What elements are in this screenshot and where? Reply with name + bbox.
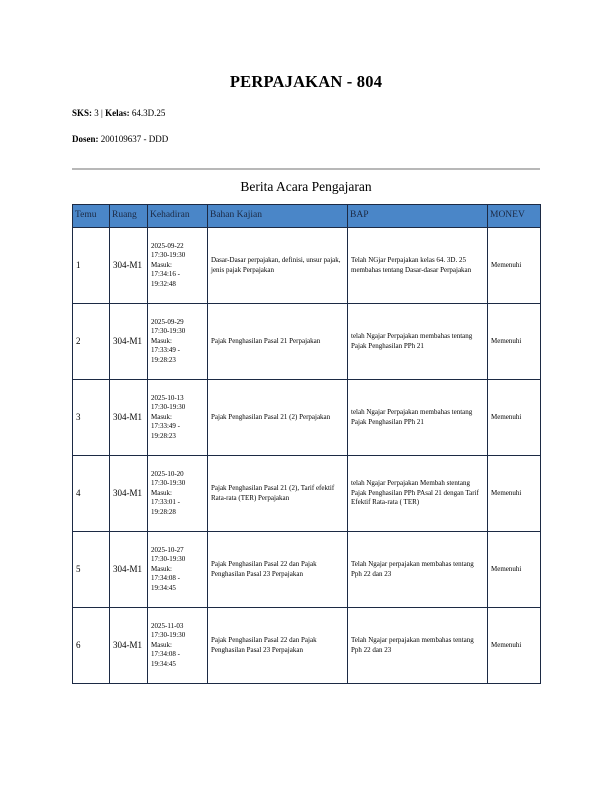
cell-bahan-kajian: Pajak Penghasilan Pasal 22 dan Pajak Penghasilan Pasal 23 Perpajakan: [208, 608, 348, 684]
kehadiran-line: 17:33:49 -: [151, 346, 180, 355]
cell-kehadiran: [148, 608, 208, 684]
cell-bap: telah Ngajar Perpajakan membahas tentang Pajak Penghasilan PPh 21: [348, 304, 488, 380]
cell-monev: Memenuhi: [488, 228, 541, 304]
kehadiran-line: 17:33:49 -: [151, 422, 180, 431]
sks-value: 3: [94, 108, 99, 118]
cell-monev: Memenuhi: [488, 304, 541, 380]
kehadiran-line: 19:28:28: [151, 507, 176, 516]
kehadiran-line: Masuk:: [151, 564, 172, 573]
table-header-row: [73, 205, 541, 228]
kehadiran-line: 2025-09-22: [151, 241, 184, 250]
cell-bap: telah Ngajar Perpajakan Membah stentang Pajak Penghasilan PPh PAsal 21 dengan Tarif Efektif Rata-rata ( TER): [348, 456, 488, 532]
section-title: Berita Acara Pengajaran: [240, 179, 372, 194]
kehadiran-line: Masuk:: [151, 412, 172, 421]
cell-kehadiran: [148, 532, 208, 608]
dosen-value: 200109637 - DDD: [100, 134, 169, 144]
cell-ruang: 304-M1: [110, 304, 148, 380]
kehadiran-line: 19:34:45: [151, 659, 176, 668]
kehadiran-line: 17:30-19:30: [151, 327, 186, 336]
kehadiran-line: 2025-10-20: [151, 469, 184, 478]
cell-bap: Telah Ngajar perpajakan membahas tentang Pph 22 dan 23: [348, 532, 488, 608]
kehadiran-line: 2025-09-29: [151, 317, 184, 326]
cell-monev: Memenuhi: [488, 608, 541, 684]
kehadiran-line: 19:34:45: [151, 583, 176, 592]
cell-ruang: 304-M1: [110, 608, 148, 684]
kehadiran-line: 17:34:16 -: [151, 270, 180, 279]
divider: [72, 168, 540, 170]
table-row: [73, 456, 541, 532]
column-header: MONEV: [488, 205, 541, 228]
kehadiran-line: 17:34:08 -: [151, 574, 180, 583]
kehadiran-line: Masuk:: [151, 260, 172, 269]
cell-kehadiran: [148, 380, 208, 456]
table-row: [73, 228, 541, 304]
table-row: [73, 608, 541, 684]
document-title: PERPAJAKAN - 804: [229, 72, 383, 91]
course-meta: [72, 108, 165, 118]
table-row: [73, 304, 541, 380]
kehadiran-line: 19:28:23: [151, 431, 176, 440]
cell-temu: 5: [73, 532, 110, 608]
table-row: [73, 380, 541, 456]
cell-temu: 1: [73, 228, 110, 304]
column-header: Temu: [73, 205, 110, 228]
cell-bahan-kajian: Pajak Penghasilan Pasal 21 (2) Perpajakan: [208, 380, 348, 456]
column-header: Bahan Kajian: [208, 205, 348, 228]
column-header: BAP: [348, 205, 488, 228]
dosen-label: Dosen:: [72, 134, 99, 144]
cell-bahan-kajian: Pajak Penghasilan Pasal 22 dan Pajak Penghasilan Pasal 23 Perpajakan: [208, 532, 348, 608]
kehadiran-line: 2025-10-27: [151, 545, 184, 554]
cell-ruang: 304-M1: [110, 380, 148, 456]
table-body: [73, 228, 541, 684]
kehadiran-line: 17:30-19:30: [151, 251, 186, 260]
cell-bap: telah Ngajar Perpajakan membahas tentang Pajak Penghasilan PPh 21: [348, 380, 488, 456]
kehadiran-line: 17:30-19:30: [151, 555, 186, 564]
kehadiran-line: 19:28:23: [151, 355, 176, 364]
cell-temu: 6: [73, 608, 110, 684]
cell-ruang: 304-M1: [110, 532, 148, 608]
cell-temu: 3: [73, 380, 110, 456]
cell-bap: Telah Ngajar perpajakan membahas tentang Pph 22 dan 23: [348, 608, 488, 684]
kehadiran-line: 2025-11-03: [151, 621, 184, 630]
cell-ruang: 304-M1: [110, 456, 148, 532]
kehadiran-line: Masuk:: [151, 336, 172, 345]
cell-monev: Memenuhi: [488, 456, 541, 532]
kelas-label: Kelas:: [105, 108, 130, 118]
attendance-table: [72, 204, 541, 684]
kehadiran-line: 17:30-19:30: [151, 631, 186, 640]
kehadiran-line: 17:34:08 -: [151, 650, 180, 659]
kehadiran-line: 17:30-19:30: [151, 479, 186, 488]
cell-temu: 2: [73, 304, 110, 380]
cell-kehadiran: [148, 228, 208, 304]
lecturer-meta: [72, 134, 168, 144]
meta-separator: |: [101, 108, 103, 118]
kehadiran-line: 17:33:01 -: [151, 498, 180, 507]
cell-bahan-kajian: Pajak Penghasilan Pasal 21 Perpajakan: [208, 304, 348, 380]
table-row: [73, 532, 541, 608]
cell-bahan-kajian: Dasar-Dasar perpajakan, definisi, unsur pajak, jenis pajak Perpajakan: [208, 228, 348, 304]
kehadiran-line: 17:30-19:30: [151, 403, 186, 412]
cell-temu: 4: [73, 456, 110, 532]
kelas-value: 64.3D.25: [131, 108, 166, 118]
kehadiran-line: 2025-10-13: [151, 393, 184, 402]
cell-kehadiran: [148, 304, 208, 380]
cell-kehadiran: [148, 456, 208, 532]
cell-bahan-kajian: Pajak Penghasilan Pasal 21 (2), Tarif efektif Rata-rata (TER) Perpajakan: [208, 456, 348, 532]
kehadiran-line: Masuk:: [151, 640, 172, 649]
kehadiran-line: 19:32:48: [151, 279, 176, 288]
sks-label: SKS:: [72, 108, 93, 118]
cell-monev: Memenuhi: [488, 380, 541, 456]
cell-ruang: 304-M1: [110, 228, 148, 304]
cell-monev: Memenuhi: [488, 532, 541, 608]
column-header: Kehadiran: [148, 205, 208, 228]
cell-bap: Telah NGjar Perpajakan kelas 64. 3D. 25 membahas tentang Dasar-dasar Perpajakan: [348, 228, 488, 304]
kehadiran-line: Masuk:: [151, 488, 172, 497]
column-header: Ruang: [110, 205, 148, 228]
